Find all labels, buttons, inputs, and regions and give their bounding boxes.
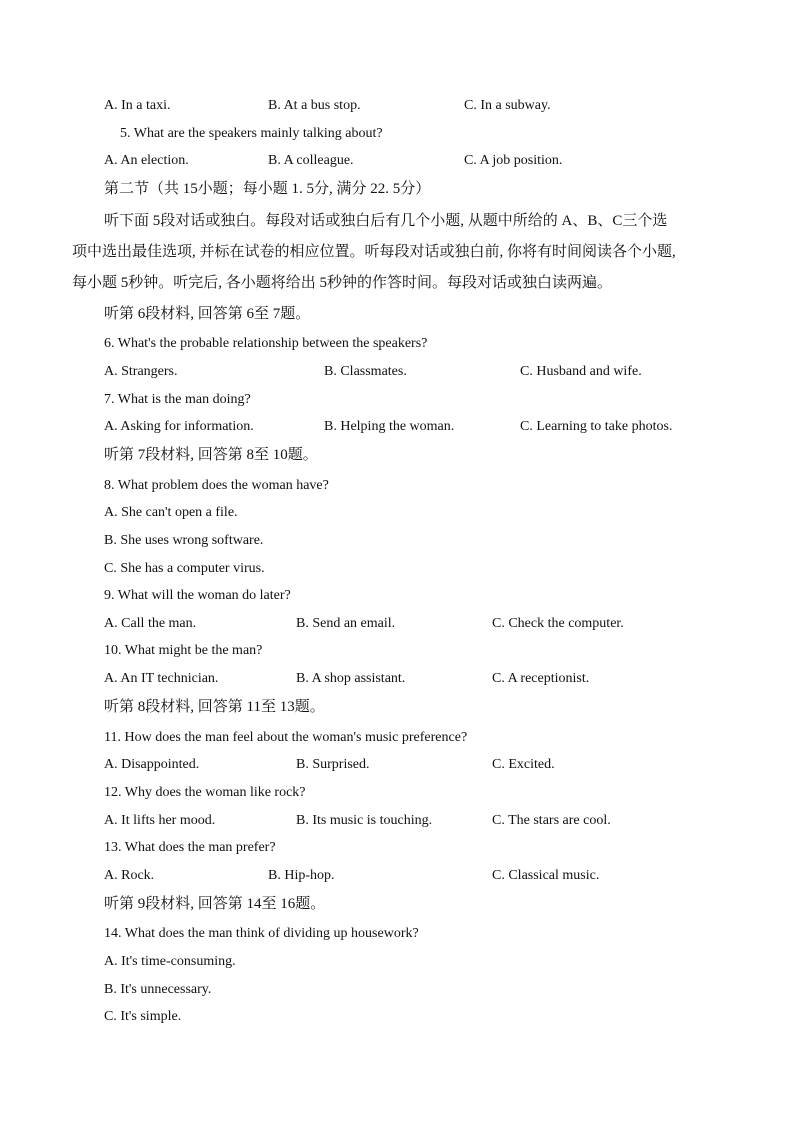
q8-option-b: B. She uses wrong software. <box>104 533 264 548</box>
q5-option-a: A. An election. <box>104 153 189 168</box>
q4-option-b: B. At a bus stop. <box>268 98 361 113</box>
q6-option-b: B. Classmates. <box>324 364 407 379</box>
q7-stem: 7. What is the man doing? <box>104 392 251 407</box>
q13-option-c: C. Classical music. <box>492 868 600 883</box>
q13-option-b: B. Hip-hop. <box>268 868 335 883</box>
q14-option-c: C. It's simple. <box>104 1009 182 1024</box>
q8-stem: 8. What problem does the woman have? <box>104 478 329 493</box>
q5-option-b: B. A colleague. <box>268 153 354 168</box>
q6-stem: 6. What's the probable relationship between the speakers? <box>104 336 428 351</box>
q5-option-c: C. A job position. <box>464 153 563 168</box>
q6-option-c: C. Husband and wife. <box>520 364 642 379</box>
q9-option-b: B. Send an email. <box>296 616 396 631</box>
section2-instructions-line2: 项中选出最佳选项, 并标在试卷的相应位置。听每段对话或独白前, 你将有时间阅读各个小题, <box>72 244 676 260</box>
q7-option-a: A. Asking for information. <box>104 419 254 434</box>
q8-option-a: A. She can't open a file. <box>104 505 238 520</box>
q4-option-a: A. In a taxi. <box>104 98 171 113</box>
q5-stem: 5. What are the speakers mainly talking about? <box>120 126 383 141</box>
q11-option-c: C. Excited. <box>492 757 555 772</box>
q13-option-a: A. Rock. <box>104 868 155 883</box>
q6-option-a: A. Strangers. <box>104 364 178 379</box>
q10-option-c: C. A receptionist. <box>492 671 590 686</box>
section2-header: 第二节（共 15小题；每小题 1. 5分, 满分 22. 5分） <box>104 181 431 197</box>
q13-stem: 13. What does the man prefer? <box>104 840 276 855</box>
q11-option-a: A. Disappointed. <box>104 757 200 772</box>
q12-option-b: B. Its music is touching. <box>296 813 433 828</box>
q4-option-c: C. In a subway. <box>464 98 551 113</box>
q11-stem: 11. How does the man feel about the woman's music preference? <box>104 730 468 745</box>
material-6-heading: 听第 6段材料, 回答第 6至 7题。 <box>104 306 311 322</box>
q9-option-a: A. Call the man. <box>104 616 197 631</box>
q10-option-a: A. An IT technician. <box>104 671 219 686</box>
q9-stem: 9. What will the woman do later? <box>104 588 291 603</box>
q10-option-b: B. A shop assistant. <box>296 671 406 686</box>
q14-option-a: A. It's time-consuming. <box>104 954 236 969</box>
q9-option-c: C. Check the computer. <box>492 616 624 631</box>
q14-option-b: B. It's unnecessary. <box>104 982 212 997</box>
q12-option-a: A. It lifts her mood. <box>104 813 216 828</box>
q14-stem: 14. What does the man think of dividing up housework? <box>104 926 419 941</box>
q12-stem: 12. Why does the woman like rock? <box>104 785 306 800</box>
section2-instructions-line1: 听下面 5段对话或独白。每段对话或独白后有几个小题, 从题中所给的 A、B、C三个选 <box>104 213 668 229</box>
q7-option-c: C. Learning to take photos. <box>520 419 673 434</box>
q10-stem: 10. What might be the man? <box>104 643 263 658</box>
section2-instructions-line3: 每小题 5秒钟。听完后, 各小题将给出 5秒钟的作答时间。每段对话或独白读两遍。 <box>72 275 613 291</box>
material-7-heading: 听第 7段材料, 回答第 8至 10题。 <box>104 447 318 463</box>
q12-option-c: C. The stars are cool. <box>492 813 611 828</box>
q7-option-b: B. Helping the woman. <box>324 419 455 434</box>
q8-option-c: C. She has a computer virus. <box>104 561 265 576</box>
material-8-heading: 听第 8段材料, 回答第 11至 13题。 <box>104 699 325 715</box>
q11-option-b: B. Surprised. <box>296 757 370 772</box>
material-9-heading: 听第 9段材料, 回答第 14至 16题。 <box>104 896 326 912</box>
